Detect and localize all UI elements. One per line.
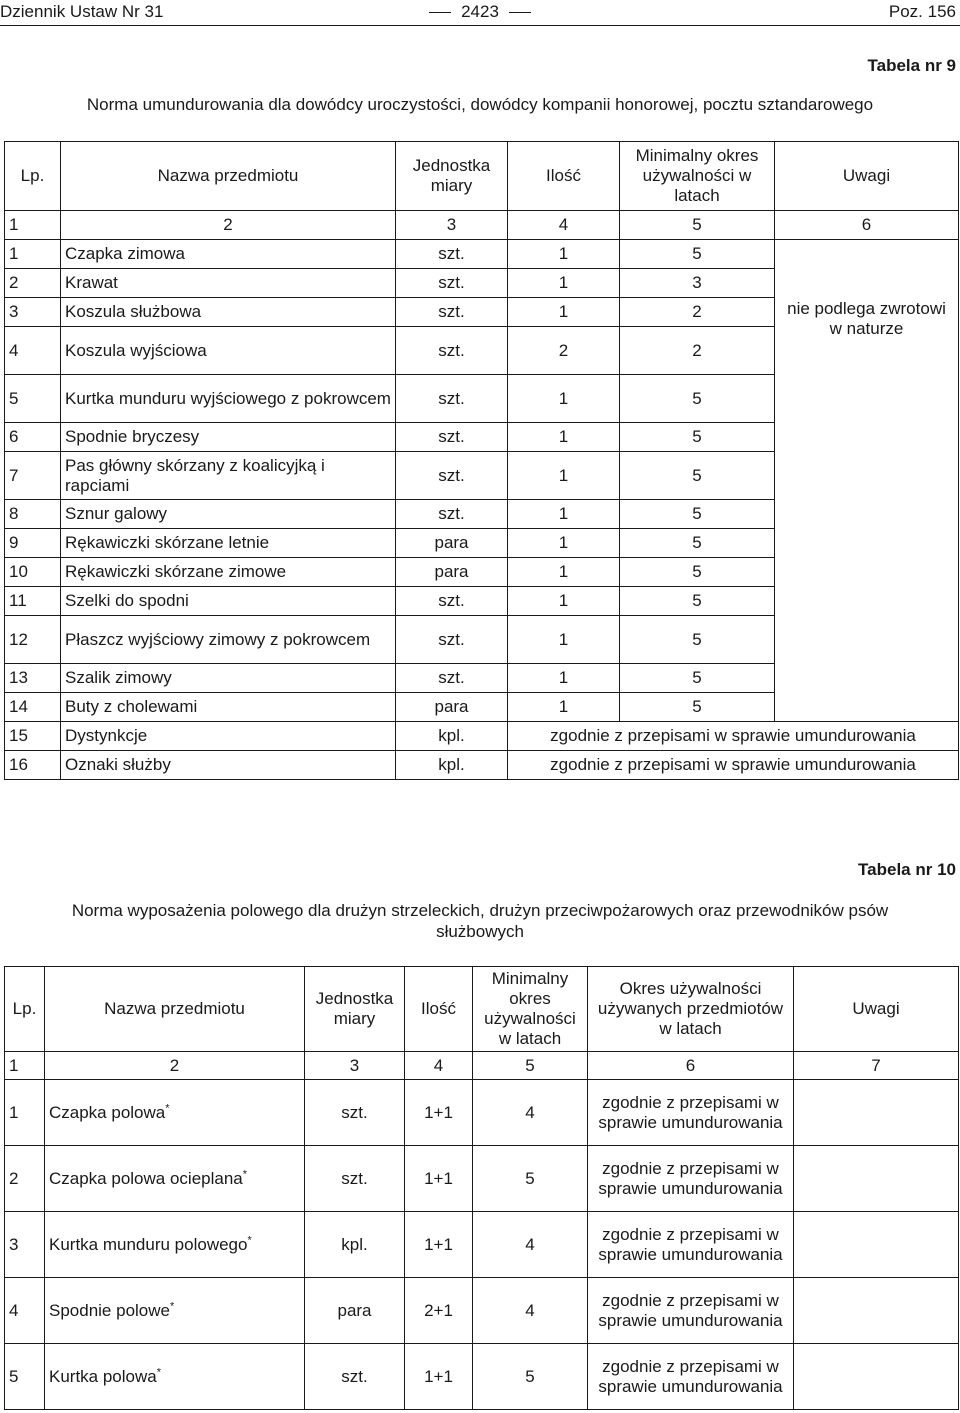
row-name [45, 1146, 305, 1212]
dash-left [429, 12, 451, 13]
colnum: 2 [61, 211, 396, 240]
row-unit: szt. [305, 1344, 405, 1410]
row-qty: 1 [508, 664, 620, 693]
row-period: 5 [620, 452, 775, 500]
colnum: 1 [5, 211, 61, 240]
row-unit: szt. [396, 240, 508, 269]
table9-title: Norma umundurowania dla dowódcy uroczystości, dowódcy kompanii honorowej, pocztu sztandarowego [86, 95, 874, 114]
row-name: Koszula służbowa [61, 298, 396, 327]
row-lp: 12 [5, 616, 61, 664]
row-name [45, 1212, 305, 1278]
row-qty: 1 [508, 240, 620, 269]
row-period: 5 [620, 664, 775, 693]
row-period: 5 [620, 616, 775, 664]
table9 [4, 141, 959, 780]
row-qty: 2+1 [405, 1278, 473, 1344]
row-lp: 2 [5, 1146, 45, 1212]
footnote-mark: * [165, 1101, 170, 1114]
row-unit: szt. [396, 500, 508, 529]
page-number [0, 2, 960, 22]
row-unit: kpl. [396, 751, 508, 780]
table10-header-lp: Lp. [5, 967, 45, 1052]
row-unit: para [396, 558, 508, 587]
row-used-period: zgodnie z przepisami w sprawie umundurowania [588, 1080, 794, 1146]
footnote-mark: * [242, 1167, 248, 1180]
table-row [5, 1146, 959, 1212]
table9-header-unit: Jednostka miary [396, 142, 508, 211]
row-name [45, 1080, 305, 1146]
row-lp: 11 [5, 587, 61, 616]
colnum: 3 [396, 211, 508, 240]
row-lp: 1 [5, 240, 61, 269]
table10-header-period: Minimalny okres używalności w latach [473, 967, 588, 1052]
row-name: Krawat [61, 269, 396, 298]
row-lp: 5 [5, 375, 61, 423]
row-period: 3 [620, 269, 775, 298]
table9-remark [775, 240, 959, 722]
table10-column-numbers [5, 1052, 959, 1080]
row-name: Dystynkcje [61, 722, 396, 751]
row-name: Czapka zimowa [61, 240, 396, 269]
row-name: Koszula wyjściowa [61, 327, 396, 375]
row-period: 2 [620, 327, 775, 375]
row-period: 5 [620, 500, 775, 529]
colnum: 6 [775, 211, 959, 240]
row-unit: szt. [396, 452, 508, 500]
row-unit: szt. [396, 327, 508, 375]
row-period: 4 [473, 1212, 588, 1278]
colnum: 4 [508, 211, 620, 240]
row-qty: 1+1 [405, 1212, 473, 1278]
publication-name: Dziennik Ustaw Nr 31 [0, 2, 164, 21]
row-name: Spodnie bryczesy [61, 423, 396, 452]
row-note: zgodnie z przepisami w sprawie umundurowania [508, 751, 959, 780]
row-lp: 5 [5, 1344, 45, 1410]
row-unit: kpl. [396, 722, 508, 751]
row-notes [794, 1344, 959, 1410]
row-qty: 1 [508, 587, 620, 616]
table9-remark-text: nie podlega zwrotowi w naturze [787, 298, 946, 338]
row-notes [794, 1278, 959, 1344]
row-period: 5 [620, 423, 775, 452]
row-name-text: Czapka polowa ocieplana [49, 1168, 243, 1188]
colnum: 2 [45, 1052, 305, 1080]
row-lp: 15 [5, 722, 61, 751]
row-qty: 1 [508, 500, 620, 529]
row-lp: 4 [5, 327, 61, 375]
row-period: 5 [620, 558, 775, 587]
row-qty: 1 [508, 452, 620, 500]
row-period: 5 [473, 1146, 588, 1212]
row-lp: 6 [5, 423, 61, 452]
row-lp: 4 [5, 1278, 45, 1344]
table9-column-numbers [5, 211, 959, 240]
row-used-period: zgodnie z przepisami w sprawie umundurowania [588, 1146, 794, 1212]
row-used-period: zgodnie z przepisami w sprawie umundurowania [588, 1344, 794, 1410]
row-qty: 1+1 [405, 1146, 473, 1212]
row-unit: szt. [396, 423, 508, 452]
row-notes [794, 1080, 959, 1146]
footnote-mark: * [247, 1233, 252, 1246]
dash-right [509, 12, 531, 13]
row-name: Rękawiczki skórzane zimowe [61, 558, 396, 587]
row-name: Pas główny skórzany z koalicyjką i rapciami [61, 452, 396, 500]
row-lp: 9 [5, 529, 61, 558]
table10-header-qty: Ilość [405, 967, 473, 1052]
table9-header-period: Minimalny okres używalności w latach [620, 142, 775, 211]
row-name-text: Spodnie polowe [49, 1300, 170, 1320]
row-name-text: Kurtka polowa [49, 1366, 157, 1386]
row-used-period: zgodnie z przepisami w sprawie umundurowania [588, 1278, 794, 1344]
colnum: 1 [5, 1052, 45, 1080]
row-unit: szt. [305, 1146, 405, 1212]
row-name [45, 1278, 305, 1344]
row-name: Rękawiczki skórzane letnie [61, 529, 396, 558]
row-lp: 2 [5, 269, 61, 298]
row-period: 5 [620, 240, 775, 269]
table10 [4, 966, 959, 1410]
row-period: 2 [620, 298, 775, 327]
row-qty: 1 [508, 693, 620, 722]
row-lp: 10 [5, 558, 61, 587]
row-unit: szt. [396, 269, 508, 298]
colnum: 3 [305, 1052, 405, 1080]
row-period: 5 [620, 587, 775, 616]
row-qty: 1 [508, 529, 620, 558]
row-qty: 1+1 [405, 1344, 473, 1410]
row-period: 5 [620, 529, 775, 558]
row-name: Oznaki służby [61, 751, 396, 780]
row-name-text: Kurtka munduru polowego [49, 1234, 248, 1254]
row-name: Sznur galowy [61, 500, 396, 529]
row-period: 5 [620, 693, 775, 722]
position-number: Poz. 156 [888, 2, 956, 21]
row-name: Kurtka munduru wyjściowego z pokrowcem [61, 375, 396, 423]
colnum: 5 [473, 1052, 588, 1080]
row-unit: szt. [396, 375, 508, 423]
row-period: 5 [620, 375, 775, 423]
table-row [5, 1080, 959, 1146]
footnote-mark: * [169, 1299, 175, 1312]
row-name [45, 1344, 305, 1410]
table10-title: Norma wyposażenia polowego dla drużyn strzeleckich, drużyn przeciwpożarowych oraz przewodników psów służbowych [71, 901, 889, 941]
row-notes [794, 1212, 959, 1278]
table9-header-row [5, 142, 959, 211]
row-period: 4 [473, 1278, 588, 1344]
row-lp: 3 [5, 298, 61, 327]
row-lp: 16 [5, 751, 61, 780]
colnum: 5 [620, 211, 775, 240]
row-unit: szt. [396, 616, 508, 664]
table-row [5, 1278, 959, 1344]
table-row [5, 240, 959, 269]
row-lp: 1 [5, 1080, 45, 1146]
row-lp: 8 [5, 500, 61, 529]
row-qty: 1 [508, 558, 620, 587]
table10-header-unit: Jednostka miary [305, 967, 405, 1052]
table9-header-lp: Lp. [5, 142, 61, 211]
table9-label: Tabela nr 9 [867, 56, 956, 75]
row-lp: 3 [5, 1212, 45, 1278]
table10-header-notes: Uwagi [794, 967, 959, 1052]
table-row [5, 1344, 959, 1410]
row-lp: 14 [5, 693, 61, 722]
table10-label: Tabela nr 10 [858, 860, 956, 879]
table10-header-row [5, 967, 959, 1052]
row-qty: 1 [508, 375, 620, 423]
row-name: Szelki do spodni [61, 587, 396, 616]
row-note: zgodnie z przepisami w sprawie umundurowania [508, 722, 959, 751]
row-notes [794, 1146, 959, 1212]
table-row [5, 1212, 959, 1278]
row-name: Szalik zimowy [61, 664, 396, 693]
row-unit: szt. [396, 587, 508, 616]
row-unit: para [305, 1278, 405, 1344]
row-unit: kpl. [305, 1212, 405, 1278]
colnum: 4 [405, 1052, 473, 1080]
colnum: 7 [794, 1052, 959, 1080]
table9-header-qty: Ilość [508, 142, 620, 211]
row-unit: para [396, 693, 508, 722]
colnum: 6 [588, 1052, 794, 1080]
table-row [5, 751, 959, 780]
row-period: 5 [473, 1344, 588, 1410]
row-name: Buty z cholewami [61, 693, 396, 722]
row-qty: 1 [508, 298, 620, 327]
table9-header-name: Nazwa przedmiotu [61, 142, 396, 211]
row-period: 4 [473, 1080, 588, 1146]
table-row [5, 722, 959, 751]
row-used-period: zgodnie z przepisami w sprawie umundurowania [588, 1212, 794, 1278]
footnote-mark: * [156, 1365, 162, 1378]
header-rule [0, 25, 960, 26]
row-qty: 1 [508, 423, 620, 452]
row-unit: szt. [396, 664, 508, 693]
table10-header-name: Nazwa przedmiotu [45, 967, 305, 1052]
row-qty: 1 [508, 616, 620, 664]
row-name: Płaszcz wyjściowy zimowy z pokrowcem [61, 616, 396, 664]
table10-header-used-period: Okres używalności używanych przedmiotów w latach [588, 967, 794, 1052]
row-unit: szt. [396, 298, 508, 327]
page-number-text: 2423 [461, 2, 499, 21]
row-unit: szt. [305, 1080, 405, 1146]
row-name-text: Czapka polowa [49, 1102, 166, 1122]
row-unit: para [396, 529, 508, 558]
row-lp: 13 [5, 664, 61, 693]
row-qty: 2 [508, 327, 620, 375]
row-lp: 7 [5, 452, 61, 500]
table9-header-notes: Uwagi [775, 142, 959, 211]
row-qty: 1 [508, 269, 620, 298]
row-qty: 1+1 [405, 1080, 473, 1146]
